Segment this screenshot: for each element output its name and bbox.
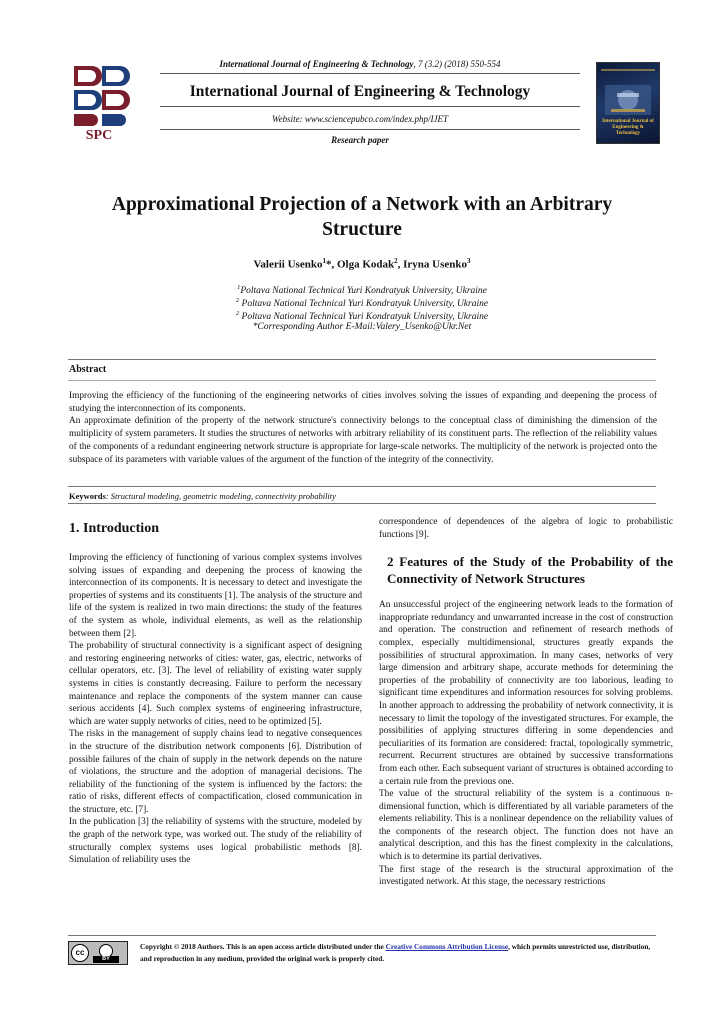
affiliation-sup: 2 bbox=[235, 310, 240, 317]
copyright-text: Copyright © 2018 Authors. This is an open access article distributed under the bbox=[140, 942, 386, 951]
affiliation-text: Poltava National Technical Yuri Kondratyuk University, Ukraine bbox=[240, 286, 487, 297]
paper-type: Research paper bbox=[331, 135, 389, 145]
copyright-notice bbox=[140, 941, 660, 965]
body-paragraph: In the publication [3] the reliability of systems with the structure, modeled by the graph of the network type, was worked out. The study of the reliability of structurally complex systems uses logical probabilistic methods [8]. Simulation of reliability uses the bbox=[69, 817, 362, 866]
corresponding-author: *Corresponding Author E-Mail:Valery_Usenko@Ukr.Net bbox=[252, 322, 472, 332]
body-paragraph: The risks in the management of supply chains lead to negative consequences in the structure of the distribution network components [6]. Distribution of possible failures of the chain of supply in the network depends on the nature of violations, the structure and the adoption of managerial decisions. The reliability of the functioning of the system is influenced by the factors: the ratio of risks, different effects of compactification, closed communication in the structure, etc. [7]. bbox=[69, 729, 362, 815]
author-name: Olga Kodak bbox=[336, 258, 395, 271]
abstract-heading: Abstract bbox=[69, 364, 107, 375]
right-column bbox=[379, 516, 673, 889]
copyright-text-end: , which permits unrestricted use, distribution, and reproduction in any medium, provided the original work is properly cited. bbox=[140, 942, 651, 963]
abstract-rule-top bbox=[68, 359, 656, 360]
keywords-rule bbox=[68, 503, 656, 504]
journal-citation-volume: , 7 (3.2) (2018) 550-554 bbox=[413, 59, 501, 69]
header-rule-middle bbox=[160, 106, 580, 107]
author-list: Valerii Usenko$^1$*, Olga Kodak$^2$, Iryna Usenko$^3$ bbox=[253, 257, 471, 271]
publisher-logo bbox=[66, 62, 132, 148]
footer-rule bbox=[68, 935, 656, 936]
author-sup: 1 bbox=[322, 257, 326, 265]
cc-license-badge[interactable] bbox=[68, 941, 128, 965]
body-paragraph: The first stage of the research is the structural approximation of the investigated network. At this stage, the necessary restrictions bbox=[379, 864, 673, 888]
author-sup: 2 bbox=[394, 257, 398, 265]
author-name: Iryna Usenko bbox=[403, 258, 467, 271]
cc-icon: cc bbox=[71, 944, 89, 962]
abstract-rule-mid bbox=[68, 380, 656, 381]
author-star: * bbox=[325, 258, 332, 271]
abstract-rule-bottom bbox=[68, 486, 656, 487]
keywords-label: Keywords bbox=[69, 491, 106, 501]
journal-citation bbox=[160, 59, 560, 69]
paper-title: Approximational Projection of a Network with an Arbitrary Structure bbox=[111, 194, 613, 240]
affiliation-text: Poltava National Technical Yuri Kondratyuk University, Ukraine bbox=[241, 299, 489, 310]
header-rule-bottom bbox=[160, 129, 580, 130]
body-paragraph: An unsuccessful project of the engineering network leads to the formation of inappropriate redundancy and unwarranted increase in the cost of construction and operation. The construction and refinement of research methods of complex, especially multidimensional, structures greatly expands the possibilities of structural approximation. In many cases, networks of very large dimension and arbitrary shape, accurate methods for determining the properties of the probability of connectivity are too laborious, leading to significant time expenditures and information resources for solving problems. In another approach to addressing the probability of network connectivity, it is necessary to limit the topology of the investigated structures. For example, the possibilities of applying structures differing in some dependencies and peculiarities of its formation are considered: fractal, topologically symmetric, recurrent. Recurrent structures are obtained by successive transformations from each other. Each subsequent variant of structures is obtained according to a certain rule from the previous one. bbox=[379, 600, 673, 787]
journal-cover bbox=[596, 62, 660, 144]
author-sup: 3 bbox=[467, 257, 471, 265]
body-paragraph: The probability of structural connectivity is a significant aspect of designing and restoring engineering networks of cities: water, gas, electric, networks of cellular operators, etc. [3]. The level of reliability of existing water supply systems in cities is constantly decreasing. Failure to perform the necessary maintenance and replace the components of the system manner can cause serious accidents [4]. Such complex systems of engineering infrastructure, which are water supply networks of cities, need to be optimized [5]. bbox=[69, 641, 362, 727]
journal-citation-name: International Journal of Engineering & Technology bbox=[219, 59, 414, 69]
keywords-text: : Structural modeling, geometric modeling, connectivity probability bbox=[105, 491, 336, 501]
section-heading-features: 2 Features of the Study of the Probability of the Connectivity of Network Structures bbox=[387, 554, 673, 587]
abstract-paragraph: Improving the efficiency of the functioning of the engineering networks of cities involves solving the issues of expanding and deepening the process of studying the interconnection of its components. bbox=[69, 391, 657, 414]
left-column bbox=[69, 520, 362, 867]
journal-name: International Journal of Engineering & Technology bbox=[189, 83, 531, 100]
body-paragraph: Improving the efficiency of functioning of various complex systems involves solving issues of expanding and deepening the process of knowing the interconnection of its components. It is necessary to detect and investigate the properties of systems and its constituents [1]. The analysis of the structure and life of the system is realized in two main directions: the study of the features of the system as whole, individual elements, as well as the relationship between them [2]. bbox=[69, 553, 362, 639]
body-paragraph-continued: correspondence of dependences of the algebra of logic to probabilistic functions [9]. bbox=[379, 517, 673, 540]
abstract-body bbox=[69, 390, 657, 466]
cc-badge-label: BY bbox=[93, 956, 119, 963]
affiliation-text: Poltava National Technical Yuri Kondratyuk University, Ukraine bbox=[241, 312, 489, 323]
logo-text: SPC bbox=[85, 128, 113, 143]
license-link[interactable]: Creative Commons Attribution License bbox=[385, 942, 509, 951]
body-paragraph: The value of the structural reliability of the system is a continuous n-dimensional function, which is differentiated by all variable parameters of the elements reliability. This is a nonlinear dependence on the reliability values of the components of the research object. The function does not have an analytical description, and this has the finest complexity in the calculations, which is to determine its partial derivatives. bbox=[379, 789, 673, 863]
keywords bbox=[69, 491, 336, 501]
author-name: Valerii Usenko bbox=[253, 258, 323, 271]
affiliation-sup: 1 bbox=[237, 284, 241, 291]
abstract-paragraph: An approximate definition of the property of the network structure's connectivity belongs to the conceptual class of diminishing the dimension of the multiplicity of system parameters. It studies the structures of networks with arbitrary reliability of its constituent parts. The reflection of the reliability values of the components of a redundant engineering network structure is appropriate for large-scale networks. The multiplicity of the network is projected onto the subspace of its parameters with variable values of the argument of the function of the integrity of the connectivity. bbox=[69, 416, 657, 465]
section-heading-introduction: 1. Introduction bbox=[69, 521, 159, 536]
header-rule-top bbox=[160, 73, 580, 74]
affiliation-sup: 2 bbox=[235, 297, 240, 304]
journal-website[interactable]: Website: www.sciencepubco.com/index.php/IJET bbox=[272, 114, 448, 124]
cover-title: International Journal of Engineering & Technology bbox=[602, 119, 654, 136]
